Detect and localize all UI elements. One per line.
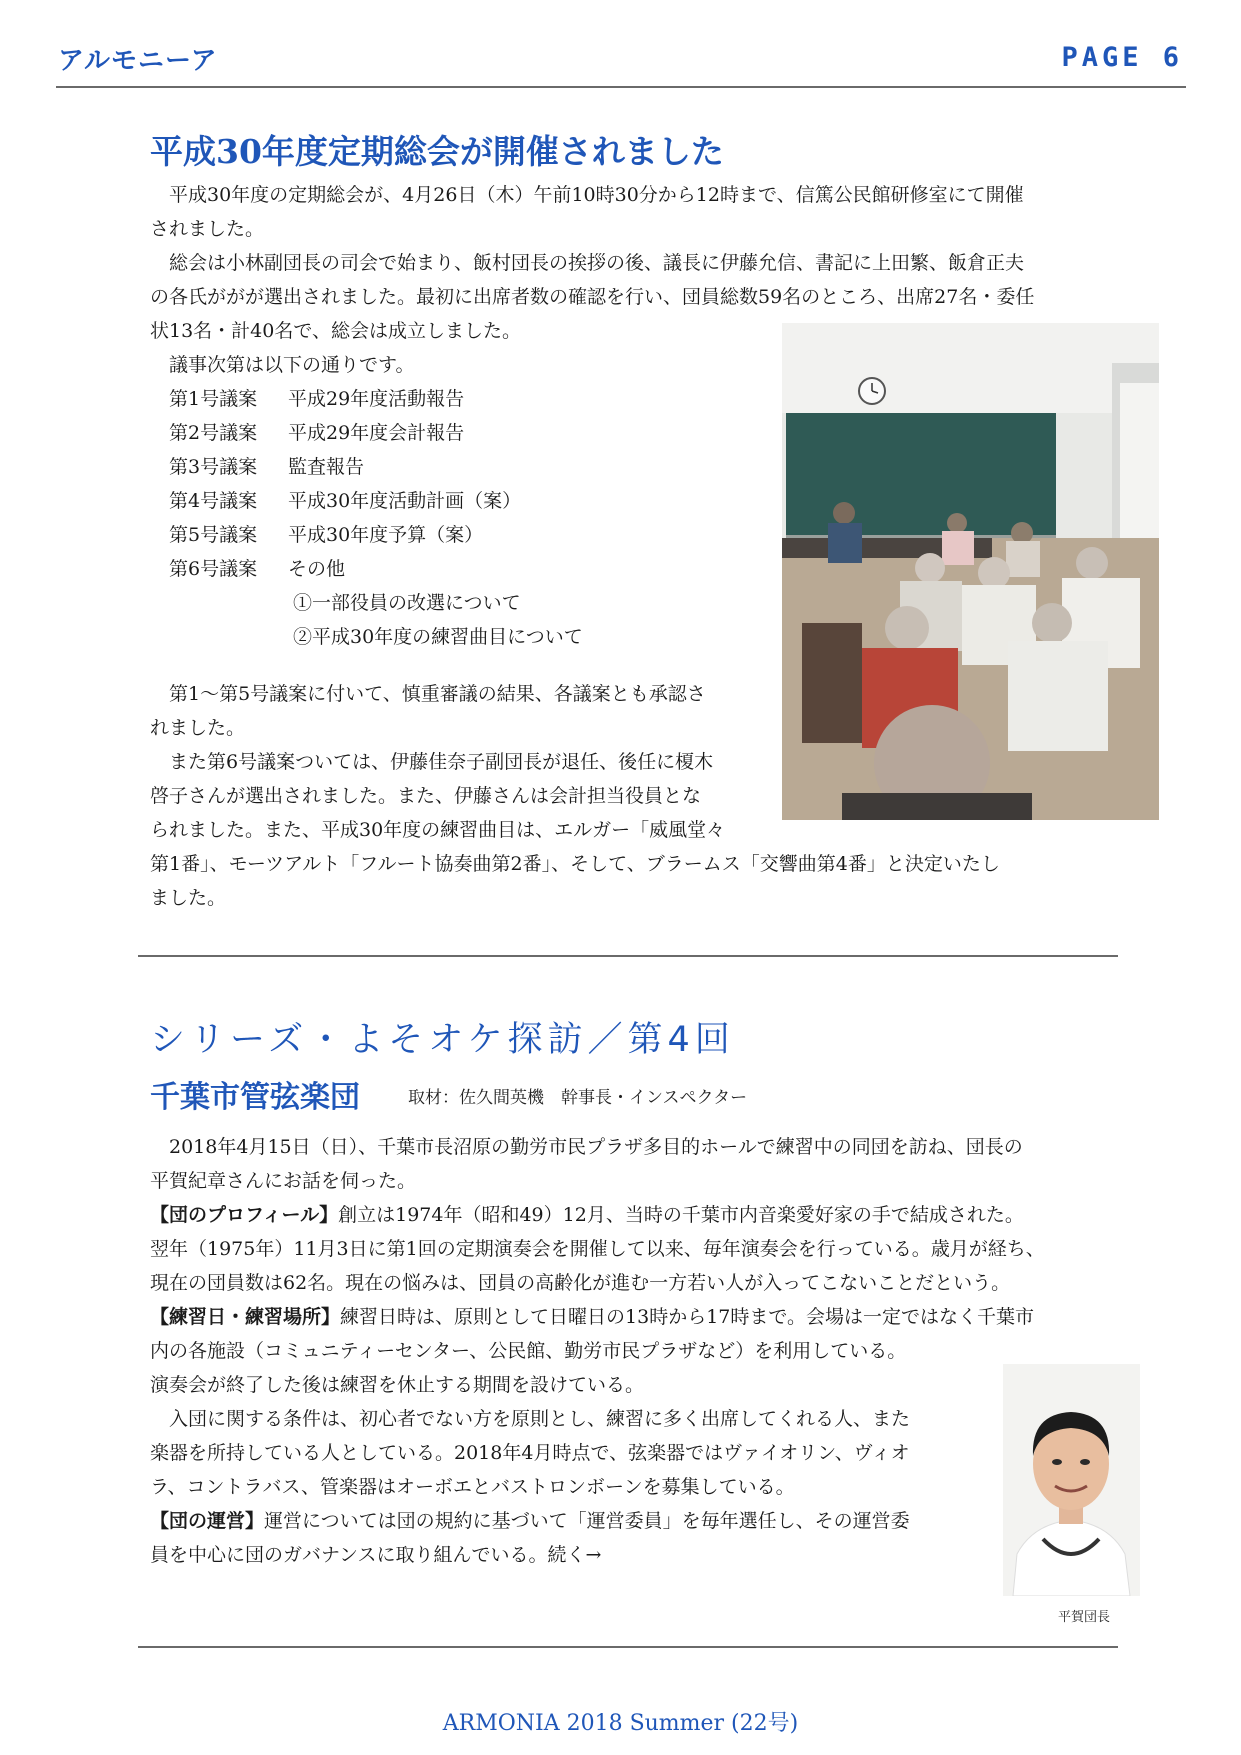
agenda-text: 監査報告 [288,456,365,478]
text-line [150,1266,1130,1300]
footer-rule [138,1646,1118,1648]
agenda-item [150,484,770,518]
article1-title: 平成30年度定期総会が開催されました [150,132,724,171]
section-tag: 【練習日・練習場所】 [150,1306,341,1328]
agenda-item [150,416,770,450]
agenda-item [150,450,770,484]
text-line: 第1番」、モーツアルト「フルート協奏曲第2番」、そして、ブラームス「交響曲第4番」と決定いたし [150,853,1000,875]
line-text: 楽器を所持している人としている。2018年4月時点で、弦楽器ではヴァイオリン、ヴィオ [150,1442,910,1464]
text-line: 総会は小林副団長の司会で始まり、飯村団長の挨拶の後、議長に伊藤允信、書記に上田繁、飯倉正夫 [169,252,1025,274]
footer-text: ARMONIA 2018 Summer (22号) [442,1711,799,1736]
portrait-caption: 平賀団長 [1058,1610,1111,1625]
section-tag: 【団のプロフィール】 [150,1204,339,1226]
text-line [150,1334,1130,1368]
text-line: 状13名・計40名で、総会は成立しました。 [150,320,521,342]
text-line [150,1300,1130,1334]
line-text: 員を中心に団のガバナンスに取り組んでいる。続く→ [150,1544,602,1566]
agenda-number: 第2号議案 [169,422,258,444]
line-text: 入団に関する条件は、初心者でない方を原則とし、練習に多く出席してくれる人、また [169,1408,911,1430]
line-text: 2018年4月15日（日）、千葉市長沼原の勤労市民プラザ多目的ホールで練習中の同団を訪ね、団長の [169,1136,1023,1158]
agenda-item [150,518,770,552]
agenda-number: 第3号議案 [169,456,258,478]
text-line [150,1538,1130,1572]
text-line: の各氏ががが選出されました。最初に出席者数の確認を行い、団員総数59名のところ、出席27名・委任 [150,286,1035,308]
agenda-subitem: ①一部役員の改選について [293,592,521,614]
text-line: れました。 [150,717,246,739]
text-line [150,1130,1130,1164]
text-line: られました。また、平成30年度の練習曲目は、エルガー「威風堂々 [150,819,726,841]
text-line [150,1470,1130,1504]
agenda-number: 第6号議案 [169,558,258,580]
agenda-text: 平成29年度活動報告 [288,388,465,410]
text-line [150,1504,1130,1538]
agenda-list [150,382,770,654]
text-line [150,1232,1130,1266]
text-line: されました。 [150,218,265,240]
agenda-text: その他 [288,558,346,580]
series-title: シリーズ・よそオケ探訪／第4回 [150,1020,735,1060]
orchestra-name: 千葉市管弦楽団 [150,1080,360,1115]
article2-body [150,1130,1130,1572]
agenda-text: 平成29年度会計報告 [288,422,465,444]
agenda-number: 第5号議案 [169,524,258,546]
portrait-illustration [1003,1364,1140,1596]
agenda-text: 平成30年度活動計画（案） [288,490,522,512]
line-text: 練習日時は、原則として日曜日の13時から17時まで。会場は一定ではなく千葉市 [340,1306,1034,1328]
line-text: 創立は1974年（昭和49）12月、当時の千葉市内音楽愛好家の手で結成された。 [338,1204,1024,1226]
line-text: 現在の団員数は62名。現在の悩みは、団員の高齢化が進む一方若い人が入ってこないことだという。 [150,1272,1011,1294]
text-line [150,1436,1130,1470]
text-line [150,1402,1130,1436]
text-line: また第6号議案ついては、伊藤佳奈子副団長が退任、後任に榎木 [169,751,714,773]
header-rule [56,86,1186,88]
line-text: 演奏会が終了した後は練習を休止する期間を設けている。 [150,1374,645,1396]
line-text: 翌年（1975年）11月3日に第1回の定期演奏会を開催して以来、毎年演奏会を行っている。歳月が経ち、 [150,1238,1045,1260]
section-divider [138,955,1118,957]
agenda-text: 平成30年度予算（案） [288,524,484,546]
portrait-photo [1003,1364,1140,1596]
line-text: ラ、コントラバス、管楽器はオーボエとバストロンボーンを募集している。 [150,1476,795,1498]
line-text: 運営については団の規約に基づいて「運営委員」を毎年選任し、その運営委 [264,1510,910,1532]
text-line: 第1～第5号議案に付いて、慎重審議の結果、各議案とも承認さ [169,683,706,705]
agenda-item [150,552,770,586]
text-line: 啓子さんが選出されました。また、伊藤さんは会計担当役員とな [150,785,702,807]
newsletter-logo: アルモニーア [58,46,218,76]
agenda-item [150,382,770,416]
agenda-number: 第4号議案 [169,490,258,512]
line-text: 内の各施設（コミュニティーセンター、公民館、勤労市民プラザなど）を利用している。 [150,1340,907,1362]
meeting-illustration [782,323,1159,820]
text-line: 平成30年度の定期総会が、4月26日（木）午前10時30分から12時まで、信篤公民館研修室にて開催 [169,184,1024,206]
byline: 取材：佐久間英機 幹事長・インスペクター [408,1088,748,1108]
section-tag: 【団の運営】 [150,1510,265,1532]
meeting-photo [782,323,1159,820]
text-line: 議事次第は以下の通りです。 [169,354,415,376]
text-line [150,1198,1130,1232]
agenda-subitem: ②平成30年度の練習曲目について [293,626,583,648]
text-line: ました。 [150,887,227,909]
page-number: PAGE 6 [1061,42,1183,73]
text-line [150,1368,1130,1402]
line-text: 平賀紀章さんにお話を伺った。 [150,1170,417,1192]
agenda-number: 第1号議案 [169,388,258,410]
text-line [150,1164,1130,1198]
